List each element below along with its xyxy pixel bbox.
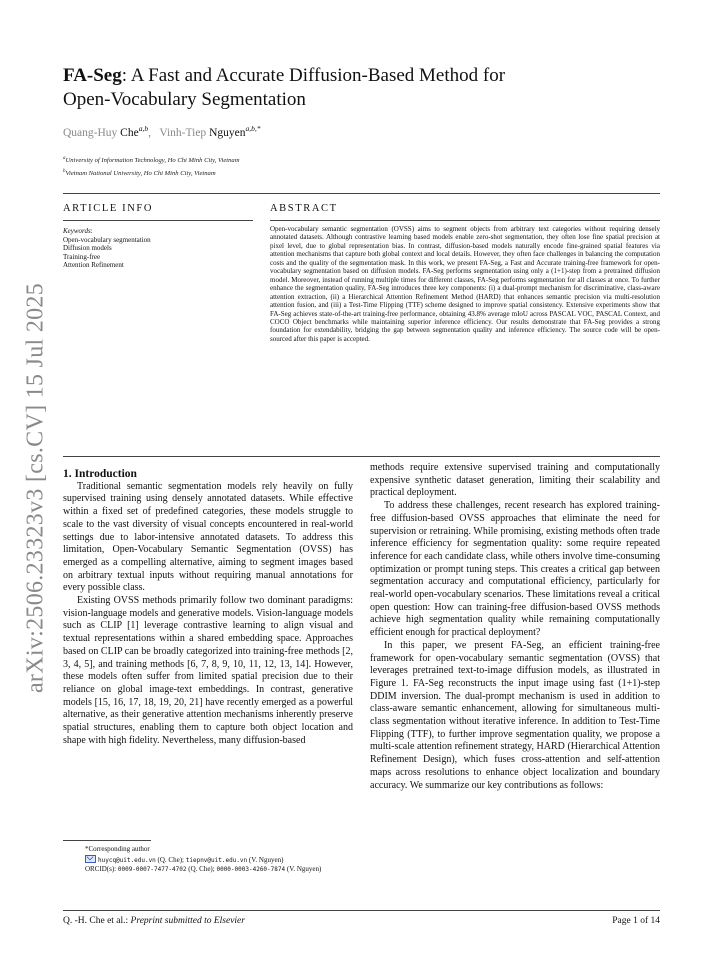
title-bold: FA-Seg bbox=[63, 65, 122, 86]
footer-running-head: Q. -H. Che et al.: Preprint submitted to Elsevier bbox=[63, 916, 245, 926]
orcid-1: 0009-0007-7477-4702 bbox=[117, 866, 187, 873]
author-2-sup: a,b,* bbox=[245, 124, 261, 133]
keywords-block: Keywords: Open-vocabulary segmentation Diffusion models Training-free Attention Refinement bbox=[63, 227, 253, 270]
paragraph: Existing OVSS methods primarily follow two dominant paradigms: vision-language models and generative models. Vision-language models such as CLIP [1] leverage contrastive learning to align visual and textual representations within a shared embedding space. Approaches based on CLIP can be broadly categorized into training-free methods [2, 3, 4, 5], and training methods [6, 7, 8, 9, 10, 11, 12, 13, 14]. However, these models often suffer from limited spatial precision due to their reliance on global image-text embeddings. In contrast, generative models [15, 16, 17, 18, 19, 20, 21] have recently emerged as a powerful alternative, as their generative attention mechanisms inherently preserve spatial structures, enabling them to capture both object location and shape with high fidelity. Nevertheless, many diffusion-based bbox=[63, 595, 353, 746]
page-number: Page 1 of 14 bbox=[612, 916, 660, 926]
abstract-rule bbox=[270, 220, 660, 221]
paragraph: In this paper, we present FA-Seg, an efficient training-free framework for open-vocabulary semantic segmentation (OVSS) that leverages pretrained text-to-image diffusion models, as illustrated in Figure 1. FA-Seg reconstructs the input image using fast (1+1)-step DDIM inversion. The dual-prompt mechanism is used in addition to class-aware semantic enhancement, allowing for simultaneous multi-class segmentation without iterative inference. In addition to Test-Time Flipping (TTF), to further improve segmentation quality, we propose a multi-scale attention refinement strategy, HARD (Hierarchical Attention Refinement Design), which fuses cross-attention and self-attention maps across resolutions to enhance object localization and boundary accuracy. We summarize our key contributions as follows: bbox=[370, 639, 660, 791]
affiliations bbox=[63, 153, 240, 179]
abstract-heading: ABSTRACT bbox=[270, 203, 338, 214]
paragraph: To address these challenges, recent research has explored training-free diffusion-based OVSS approaches that eliminate the need for supervision or retraining. While promising, existing methods often trade inference efficiency for segmentation quality: some require repeated inference for each candidate class, while others involve time-consuming optimization or prompt tuning steps. This creates a critical gap between segmentation accuracy and computational efficiency, particularly for real-world open-vocabulary scenarios. These limitations reveal a critical open question: How can training-free diffusion-based OVSS methods achieve high segmentation quality while remaining computationally efficient enough for practical deployment? bbox=[370, 500, 660, 639]
abstract-bottom-rule bbox=[63, 456, 660, 457]
footnote bbox=[63, 845, 353, 875]
orcid-line: ORCID(s): 0009-0007-7477-4702 (Q. Che); 0000-0003-4260-7874 (V. Nguyen) bbox=[85, 865, 322, 873]
email-line: huycq@uit.edu.vn (Q. Che); tiepnv@uit.edu.vn (V. Nguyen) bbox=[63, 855, 353, 866]
affiliation-a: $^a$University of Information Technology, Ho Chi Minh City, Vietnam bbox=[63, 156, 240, 165]
keyword-item: Open-vocabulary segmentation bbox=[63, 235, 151, 244]
corresponding-author-note: *Corresponding author bbox=[85, 845, 150, 853]
paragraph: methods require extensive supervised training and computationally expensive synthetic dataset generation, limiting their scalability and practical deployment. bbox=[370, 462, 660, 499]
email-link-2[interactable]: tiepnv@uit.edu.vn bbox=[185, 856, 248, 864]
keywords-label: Keywords bbox=[63, 227, 91, 235]
left-column bbox=[63, 468, 353, 747]
right-column bbox=[370, 462, 660, 792]
keyword-item: Diffusion models bbox=[63, 244, 112, 253]
title-line2: Open-Vocabulary Segmentation bbox=[63, 89, 306, 110]
abstract-text: Open-vocabulary semantic segmentation (OVSS) aims to segment objects from arbitrary text categories without requiring densely annotated datasets. Although contrastive learning based models enable zero-shot segmentation, they often lose fine spatial precision at pixel level, due to global representation bias. In contrast, diffusion-based models naturally encode fine-grained spatial features via attention mechanisms that capture both global context and local details. However, they often face challenges in balancing the computation costs and the quality of the segmentation mask. In this work, we present FA-Seg, a Fast and Accurate training-free framework for open-vocabulary segmentation based on diffusion models. FA-Seg performs segmentation using only a (1+1)-step from a pretrained diffusion model. Moreover, instead of running multiple times for different classes, FA-Seg performs segmentation for all classes at once. To further enhance the segmentation quality, FA-Seg introduces three key components: (i) a dual-prompt mechanism for discriminative, class-aware attention extraction, (ii) a Hierarchical Attention Refinement Method (HARD) that enhances semantic precision via multi-resolution attention fusion, and (iii) a Test-Time Flipping (TTF) scheme designed to improve spatial consistency. Extensive experiments show that FA-Seg achieves state-of-the-art training-free performance, obtaining 43.8% average mIoU across PASCAL VOC, PASCAL Context, and COCO Object benchmarks while maintaining superior inference efficiency. Our results demonstrate that FA-Seg provides a strong foundation for extendability, bridging the gap between segmentation quality and inference efficiency. The source code will be open-sourced after this paper is accepted. bbox=[270, 225, 660, 343]
keyword-item: Training-free bbox=[63, 252, 101, 261]
author-2-surname: Nguyen bbox=[209, 126, 246, 139]
author-1-sup: a,b bbox=[138, 124, 149, 133]
arxiv-identifier: arXiv:2506.23323v3 [cs.CV] 15 Jul 2025 bbox=[22, 282, 49, 694]
paragraph: Traditional semantic segmentation models rely heavily on fully supervised training using densely annotated datasets. While effective within a fixed set of predefined categories, these models struggle to scale to the vast diversity of visual concepts encountered in real-world settings due to labor-intensive annotated datasets. To address this limitation, Open-Vocabulary Semantic Segmentation (OVSS) has emerged as a compelling alternative, aiming to segment images based on arbitrary textual inputs without requiring manual annotations for every possible class. bbox=[63, 480, 353, 594]
paper-title bbox=[63, 64, 663, 112]
footnote-rule bbox=[63, 840, 151, 841]
author-list: Quang-Huy Che$^{a,b}$, Vinh-Tiep Nguyen$^{a,b,*}$ bbox=[63, 124, 261, 139]
author-1-surname: Che bbox=[120, 126, 139, 139]
header-rule bbox=[63, 193, 660, 194]
author-2-given: Vinh-Tiep bbox=[159, 126, 207, 139]
article-info-rule bbox=[63, 220, 253, 221]
email-link-1[interactable]: huycq@uit.edu.vn bbox=[98, 856, 156, 864]
keyword-item: Attention Refinement bbox=[63, 261, 124, 270]
email-icon bbox=[85, 855, 96, 863]
author-1-given: Quang-Huy bbox=[63, 126, 118, 139]
section-heading: 1. Introduction bbox=[63, 468, 137, 480]
affiliation-b: $^b$Vietnam National University, Ho Chi Minh City, Vietnam bbox=[63, 169, 216, 178]
footer-rule bbox=[63, 910, 660, 911]
orcid-2: 0000-0003-4260-7874 bbox=[216, 866, 286, 873]
article-info-heading: ARTICLE INFO bbox=[63, 203, 154, 214]
title-line1-rest: : A Fast and Accurate Diffusion-Based Method for bbox=[121, 65, 506, 86]
